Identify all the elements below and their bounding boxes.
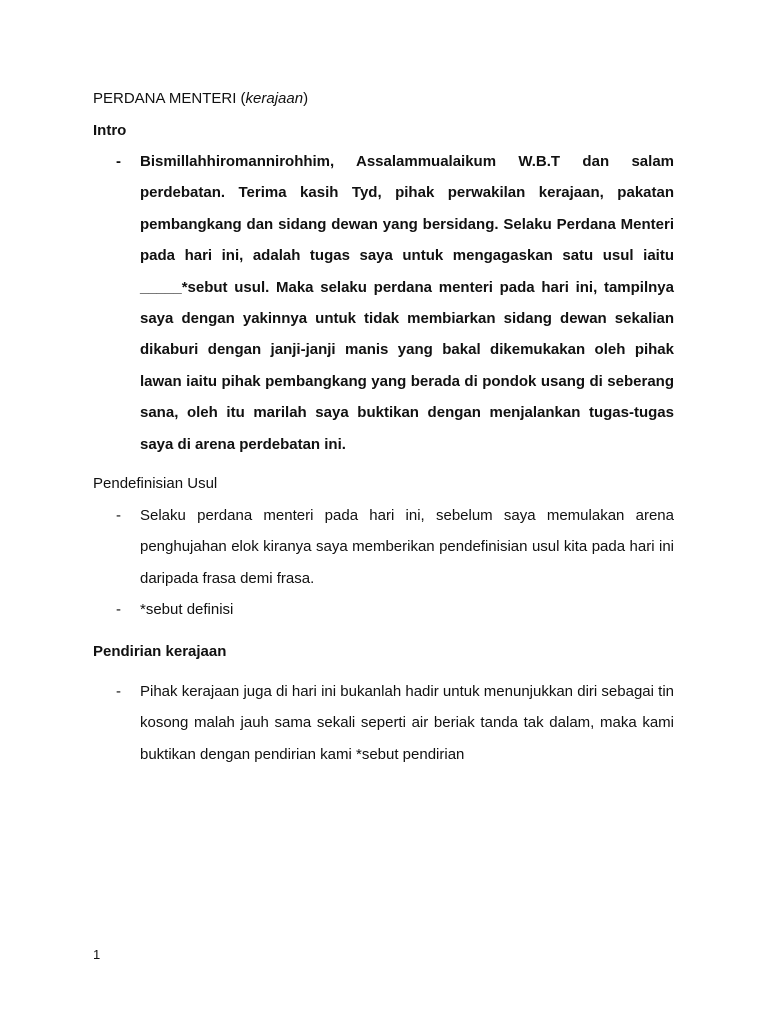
bullet-dash: - <box>116 683 121 700</box>
list-item-pendirian <box>116 676 674 770</box>
title-italic: kerajaan <box>245 90 304 107</box>
bullet-dash: - <box>116 601 121 618</box>
section-heading-pendefinisian-usul: Pendefinisian Usul <box>93 475 218 492</box>
list-item-sebut-definisi <box>116 594 674 625</box>
paragraph-pendirian: Pihak kerajaan juga di hari ini bukanlah hadir untuk menunjukkan diri sebagai tin kosong malah jauh sama sekali seperti air beriak tanda tak dalam, maka kami buktikan dengan pendirian kami *sebut pendirian <box>140 683 674 763</box>
paragraph-definition: Selaku perdana menteri pada hari ini, sebelum saya memulakan arena penghujahan elok kiranya saya memberikan pendefinisian usul kita pada hari ini daripada frasa demi frasa. <box>140 507 674 587</box>
section-heading-intro: Intro <box>93 122 127 139</box>
list-item-intro <box>116 146 674 460</box>
paragraph-sebut-definisi: *sebut definisi <box>140 601 234 618</box>
page-number: 1 <box>93 947 101 962</box>
paragraph-intro: Bismillahhiromannirohhim, Assalammualaikum W.B.T dan salam perdebatan. Terima kasih Tyd, pihak perwakilan kerajaan, pakatan pembangkang dan sidang dewan yang bersidang. Selaku Perdana Menteri pada hari ini, adalah tugas saya untuk mengagaskan satu usul iaitu _____*sebut usul. Maka selaku perdana menteri pada hari ini, tampilnya saya dengan yakinnya untuk tidak membiarkan sidang dewan sekalian dikaburi dengan janji-janji manis yang bakal dikemukakan oleh pihak lawan iaitu pihak pembangkang yang berada di pondok usang di seberang sana, oleh itu marilah saya buktikan dengan menjalankan tugas-tugas saya di arena perdebatan ini. <box>140 153 674 453</box>
section-heading-pendirian-kerajaan: Pendirian kerajaan <box>93 643 227 660</box>
bullet-dash: - <box>116 153 121 170</box>
title-main: PERDANA MENTERI ( <box>93 90 246 107</box>
bullet-dash: - <box>116 507 121 524</box>
list-item-definition <box>116 500 674 594</box>
title-close: ) <box>303 90 309 107</box>
document-title <box>93 89 308 109</box>
